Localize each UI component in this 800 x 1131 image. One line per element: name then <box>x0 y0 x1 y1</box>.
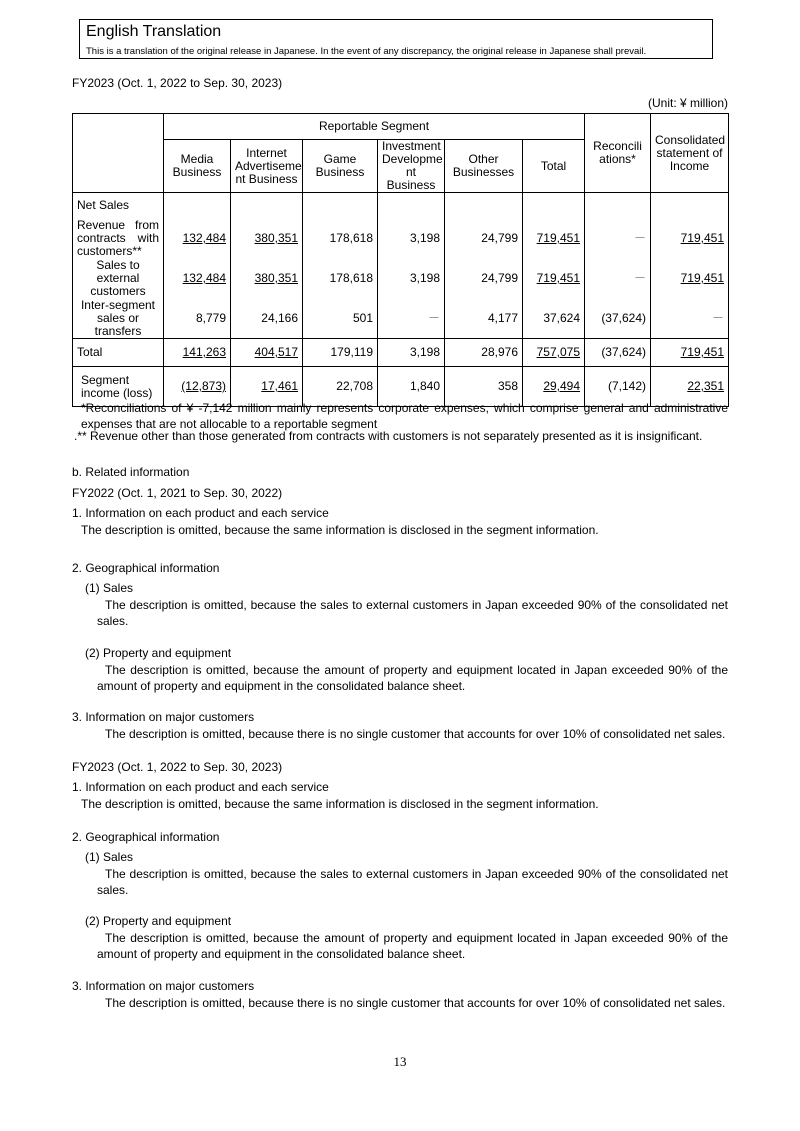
table-row <box>73 259 729 299</box>
related-heading: b. Related information <box>72 465 190 479</box>
cell: － <box>651 299 729 339</box>
fy2023-sales-text: The description is omitted, because the sales to external customers in Japan exceeded 90% of the consolidated net sales. <box>97 867 728 897</box>
table-row <box>73 339 729 367</box>
footnote-reconciliation: *Reconciliations of ¥ -7,142 million mainly represents corporate expenses, which comprise general and administrative expenses that are not allocable to a reportable segment <box>81 401 728 431</box>
row-label-inter-segment: Inter-segment sales or transfers <box>73 299 164 339</box>
fy2022-property-text: The description is omitted, because the amount of property and equipment located in Japan exceeded 90% of the amount of property and equipment in the consolidated balance sheet. <box>97 663 728 693</box>
fy2022-product-heading: 1. Information on each product and each service <box>72 506 329 520</box>
cell: 380,351 <box>231 219 303 259</box>
cell: (7,142) <box>585 367 651 407</box>
cell: 3,198 <box>378 219 445 259</box>
header-other: Other Businesses <box>445 140 523 193</box>
segment-table <box>72 113 729 407</box>
cell: 22,351 <box>651 367 729 407</box>
row-label-segment-income: Segment income (loss) <box>73 367 164 407</box>
cell: 29,494 <box>523 367 585 407</box>
cell: － <box>585 259 651 299</box>
cell: － <box>378 299 445 339</box>
fy2023-property-heading: (2) Property and equipment <box>85 914 232 928</box>
cell: 22,708 <box>303 367 378 407</box>
cell: 358 <box>445 367 523 407</box>
cell: 24,799 <box>445 259 523 299</box>
unit-label: (Unit: ¥ million) <box>647 96 728 110</box>
cell: 719,451 <box>523 259 585 299</box>
cell: 37,624 <box>523 299 585 339</box>
cell: 3,198 <box>378 259 445 299</box>
header-reconciliations: Reconcili ations* <box>585 114 651 193</box>
cell: (37,624) <box>585 339 651 367</box>
cell: 132,484 <box>164 219 231 259</box>
cell: 141,263 <box>164 339 231 367</box>
banner-note: This is a translation of the original release in Japanese. In the event of any discrepancy, the original release in Japanese shall prevail. <box>86 46 647 57</box>
cell: 179,119 <box>303 339 378 367</box>
cell: 24,799 <box>445 219 523 259</box>
row-label-revenue-contracts: Revenue from contracts with customers** <box>73 219 164 259</box>
period-top: FY2023 (Oct. 1, 2022 to Sep. 30, 2023) <box>72 76 283 90</box>
fy2023-product-heading: 1. Information on each product and each service <box>72 780 329 794</box>
cell: 719,451 <box>651 259 729 299</box>
fy2022-major-text: The description is omitted, because there is no single customer that accounts for over 10% of consolidated net sales. <box>105 727 726 741</box>
cell: 3,198 <box>378 339 445 367</box>
fy2022-sales-heading: (1) Sales <box>85 581 134 595</box>
fy2022-period: FY2022 (Oct. 1, 2021 to Sep. 30, 2022) <box>72 486 283 500</box>
fy2022-sales-text: The description is omitted, because the sales to external customers in Japan exceeded 90% of the consolidated net sales. <box>97 598 728 628</box>
fy2022-geo-heading: 2. Geographical information <box>72 561 220 575</box>
group-header: Reportable Segment <box>164 114 585 140</box>
fy2023-major-heading: 3. Information on major customers <box>72 979 255 993</box>
cell: 132,484 <box>164 259 231 299</box>
page-number: 13 <box>393 1054 407 1069</box>
banner-title: English Translation <box>86 23 222 40</box>
fy2023-property-text: The description is omitted, because the amount of property and equipment located in Japan exceeded 90% of the amount of property and equipment in the consolidated balance sheet. <box>97 931 728 961</box>
cell: 178,618 <box>303 259 378 299</box>
header-game: Game Business <box>303 140 378 193</box>
header-investment: Investment Developme nt Business <box>378 140 445 193</box>
fy2022-product-text: The description is omitted, because the same information is disclosed in the segment information. <box>81 523 599 537</box>
table-corner-lower <box>73 140 164 193</box>
row-label-net-sales: Net Sales <box>73 193 164 219</box>
fy2023-major-text: The description is omitted, because there is no single customer that accounts for over 10% of consolidated net sales. <box>105 996 726 1010</box>
row-label-total: Total <box>73 339 164 367</box>
cell: (12,873) <box>164 367 231 407</box>
fy2023-product-text: The description is omitted, because the same information is disclosed in the segment information. <box>81 797 599 811</box>
cell: 719,451 <box>651 219 729 259</box>
cell: 719,451 <box>651 339 729 367</box>
cell: 8,779 <box>164 299 231 339</box>
fy2022-property-heading: (2) Property and equipment <box>85 646 232 660</box>
cell: 404,517 <box>231 339 303 367</box>
cell: 501 <box>303 299 378 339</box>
row-label-sales-external: Sales to external customers <box>73 259 164 299</box>
cell: － <box>585 219 651 259</box>
header-consolidated: Consolidated statement of Income <box>651 114 729 193</box>
translation-banner <box>79 19 713 59</box>
header-media: Media Business <box>164 140 231 193</box>
cell: 28,976 <box>445 339 523 367</box>
fy2023-sales-heading: (1) Sales <box>85 850 134 864</box>
header-total: Total <box>523 140 585 193</box>
cell: 4,177 <box>445 299 523 339</box>
table-corner <box>73 114 164 140</box>
footnote-revenue-other: .** Revenue other than those generated from contracts with customers is not separately presented as it is insignificant. <box>74 429 703 443</box>
cell: 17,461 <box>231 367 303 407</box>
fy2022-major-heading: 3. Information on major customers <box>72 710 255 724</box>
cell: 178,618 <box>303 219 378 259</box>
table-row <box>73 219 729 259</box>
fy2023-period: FY2023 (Oct. 1, 2022 to Sep. 30, 2023) <box>72 760 283 774</box>
table-row <box>73 299 729 339</box>
cell: 757,075 <box>523 339 585 367</box>
fy2023-geo-heading: 2. Geographical information <box>72 830 220 844</box>
cell: 1,840 <box>378 367 445 407</box>
cell: 24,166 <box>231 299 303 339</box>
cell: (37,624) <box>585 299 651 339</box>
cell: 719,451 <box>523 219 585 259</box>
cell: 380,351 <box>231 259 303 299</box>
header-internet: Internet Advertiseme nt Business <box>231 140 303 193</box>
